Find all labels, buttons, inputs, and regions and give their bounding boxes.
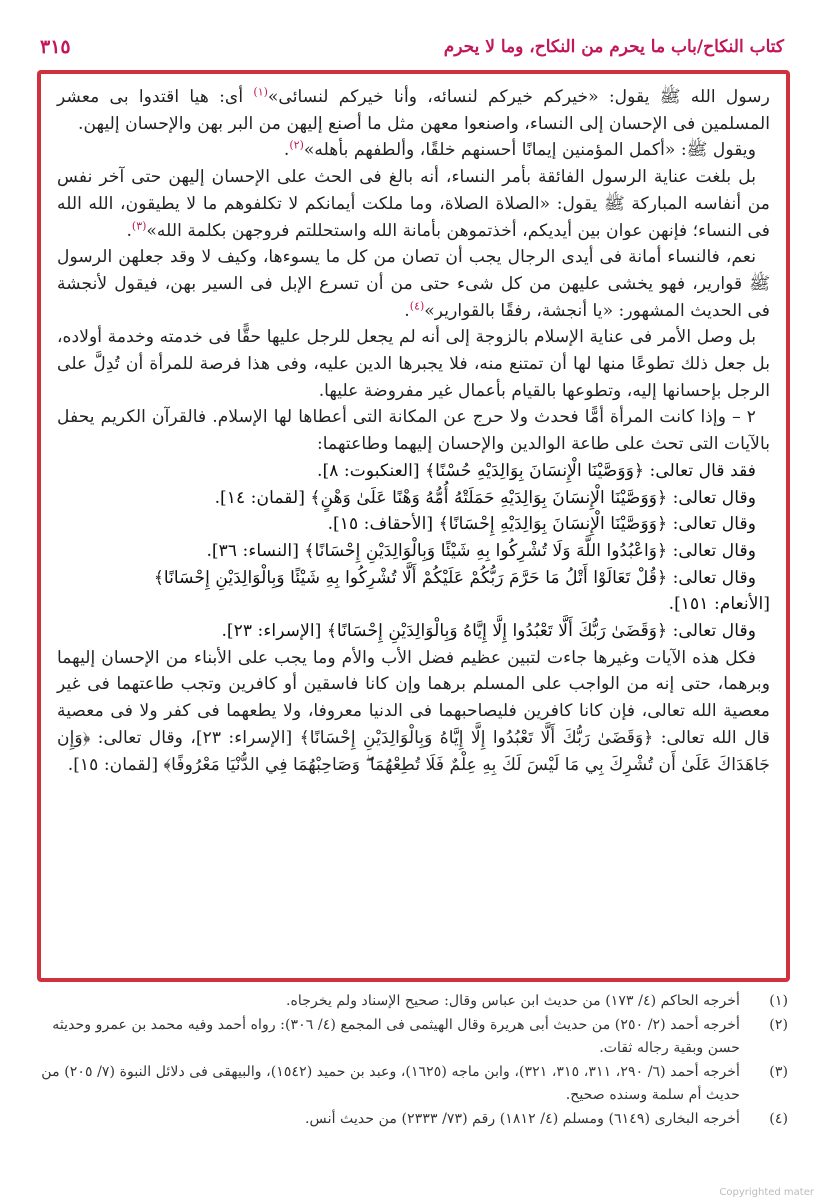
watermark: Copyrighted mater (719, 1187, 814, 1198)
quran-verse-line: وقال تعالى: ﴿وَاعْبُدُوا اللَّهَ وَلَا تُشْرِكُوا بِهِ شَيْئًا وَبِالْوَالِدَيْنِ إِحْسَانًا﴾ [النساء: ٣٦]. (206, 540, 756, 561)
paragraph: ٢ – وإذا كانت المرأة أمًّا فحدث ولا حرج عن المكانة التى أعطاها لها الإسلام. فالقرآن الكريم يحفل بالآيات التى تحث على طاعة الوالدين والإحسان إليهما وطاعتهما: (57, 407, 770, 455)
quran-verse-line: وقال تعالى: ﴿وَوَصَّيْنَا الْإِنسَانَ بِوَالِدَيْهِ حَمَلَتْهُ أُمُّهُ وَهْنًا عَلَىٰ وَهْنٍ﴾ [لقمان: ١٤]. (214, 487, 756, 508)
footnote-text: أخرجه أحمد (٦/ ٢٩٠، ٣١١، ٣١٥، ٣٢١)، وابن ماجه (١٦٢٥)، وعبد بن حميد (١٥٤٢)، والبيهقى فى دلائل النبوة (٧/ ٢٠٥) من حديث أم سلمة وسنده صحيح. (41, 1063, 740, 1103)
footnote (40, 1061, 788, 1108)
paragraph: رسول الله ﷺ يقول: «خيركم خيركم لنسائه، وأنا خيركم لنسائى»$^{(١)}$ أى: هيا اقتدوا بى معشر المسلمين فى الإحسان إلى النساء، واصنعوا معهن مثل ما أصنع إليهن من البر بهن والإحسان إليهن. (57, 85, 770, 134)
footnote-ref[interactable]: (٤) (409, 298, 425, 312)
footnote (40, 1108, 788, 1132)
footnote-text: أخرجه البخارى (٦١٤٩) ومسلم (٤/ ١٨١٢) رقم (٧٣/ ٢٣٣٣) من حديث أنس. (305, 1110, 740, 1127)
paragraph: نعم، فالنساء أمانة فى أيدى الرجال يجب أن تصان من كل ما يسوءها، وكيف لا وقد جعلهن الرسول ﷺ قوارير، فهو يخشى عليهن من كل شىء حتى من أن تسرع الإبل فى السير بهن، فيقول لأنجشة فى الحديث المشهور: «يا أنجشة، رفقًا بالقوارير»$^{(٤)}$. (57, 247, 770, 321)
footnote (40, 990, 788, 1014)
footnote-number: (١) (769, 993, 788, 1009)
paragraph: بل وصل الأمر فى عناية الإسلام بالزوجة إلى أنه لم يجعل للرجل عليها حقًّا فى خدمته وخدمة أولاده، بل جعل ذلك تطوعًا منها لها أن تمتنع منه، فلا يجبرها الدين عليه، وفى هذا فرصة للمرأة أن تُدِلَّ على الرجل بإحسانها إليه، وتطوعها بالقيام بأعمال غير مفروضة عليها. (57, 327, 770, 401)
footnote-ref[interactable]: (٢) (289, 138, 304, 152)
footnote-text: أخرجه الحاكم (٤/ ١٧٣) من حديث ابن عباس وقال: صحيح الإسناد ولم يخرجاه. (285, 993, 740, 1009)
chapter-title: كتاب النكاح/باب ما يحرم من النكاح، وما لا يحرم (443, 37, 784, 57)
footnote (40, 1014, 788, 1061)
footnote-ref[interactable]: (٣) (131, 218, 147, 232)
paragraph: فكل هذه الآيات وغيرها جاءت لتبين عظيم فضل الأب والأم وما يجب على الأبناء من الإحسان إليهما وبرهما، حتى إنه من الواجب على المسلم برهما وإن كانا فاسقين أو كافرين وتجب طاعتهما فى غير معصية الله تعالى، فإن كانا كافرين فليصاحبهما فى الدنيا معروفا، ولا يطعهما فى كفر ولا فى معصية قال الله تعالى: ﴿وَقَضَىٰ رَبُّكَ أَلَّا تَعْبُدُوا إِلَّا إِيَّاهُ وَبِالْوَالِدَيْنِ إِحْسَانًا﴾ [الإسراء: ٢٣]، وقال تعالى: ﴿وَإِن جَاهَدَاكَ عَلَىٰ أَن تُشْرِكَ بِي مَا لَيْسَ لَكَ بِهِ عِلْمٌ فَلَا تُطِعْهُمَا ۖ وَصَاحِبْهُمَا فِي الدُّنْيَا مَعْرُوفًا﴾ [لقمان: ١٥]. (57, 647, 770, 775)
footnotes (40, 990, 788, 1170)
quran-verse-line: وقال تعالى: ﴿وَقَضَىٰ رَبُّكَ أَلَّا تَعْبُدُوا إِلَّا إِيَّاهُ وَبِالْوَالِدَيْنِ إِحْسَانًا﴾ [الإسراء: ٢٣]. (221, 621, 756, 642)
footnote-number: (٣) (769, 1063, 788, 1080)
main-text-frame (37, 70, 790, 982)
page-number: ٣١٥ (40, 36, 71, 58)
paragraph: بل بلغت عناية الرسول الفائقة بأمر النساء، أنه بالغ فى الحث على الإحسان إليهن حتى آخر نفس من أنفاسه المباركة ﷺ يقول: «الصلاة الصلاة، وما ملكت أيمانكم لا تكلفوهم ما لا يطيقون، الله الله فى النساء؛ فإنهن عوان بين أيديكم، أخذتموهن بأمانة الله واستحللتم فروجهن بكلمة الله»$^{(٣)}$. (57, 167, 770, 241)
quran-verse-reference: [الأنعام: ١٥١]. (668, 594, 770, 615)
footnote-number: (٢) (769, 1016, 788, 1033)
quran-verse-line: وقال تعالى: ﴿قُلْ تَعَالَوْا أَتْلُ مَا حَرَّمَ رَبُّكُمْ عَلَيْكُمْ أَلَّا تُشْرِكُوا بِهِ شَيْئًا وَبِالْوَالِدَيْنِ إِحْسَانًا﴾ (153, 567, 756, 588)
footnote-text: أخرجه أحمد (٢/ ٢٥٠) من حديث أبى هريرة وقال الهيثمى فى المجمع (٤/ ٣٠٦): رواه أحمد وفيه محمد بن عمرو وحديثه حسن وبقية رجاله ثقات. (52, 1016, 740, 1056)
page-header (40, 30, 784, 64)
footnote-number: (٤) (769, 1110, 788, 1127)
quran-verse-line: فقد قال تعالى: ﴿وَوَصَّيْنَا الْإِنسَانَ بِوَالِدَيْهِ حُسْنًا﴾ [العنكبوت: ٨]. (317, 460, 756, 481)
quran-verse-line: وقال تعالى: ﴿وَوَصَّيْنَا الْإِنسَانَ بِوَالِدَيْهِ إِحْسَانًا﴾ [الأحقاف: ١٥]. (327, 514, 756, 535)
paragraph: ويقول ﷺ: «أكمل المؤمنين إيمانًا أحسنهم خلقًا، وألطفهم بأهله»$^{(٢)}$. (283, 138, 756, 161)
footnote-ref[interactable]: (١) (253, 85, 268, 99)
